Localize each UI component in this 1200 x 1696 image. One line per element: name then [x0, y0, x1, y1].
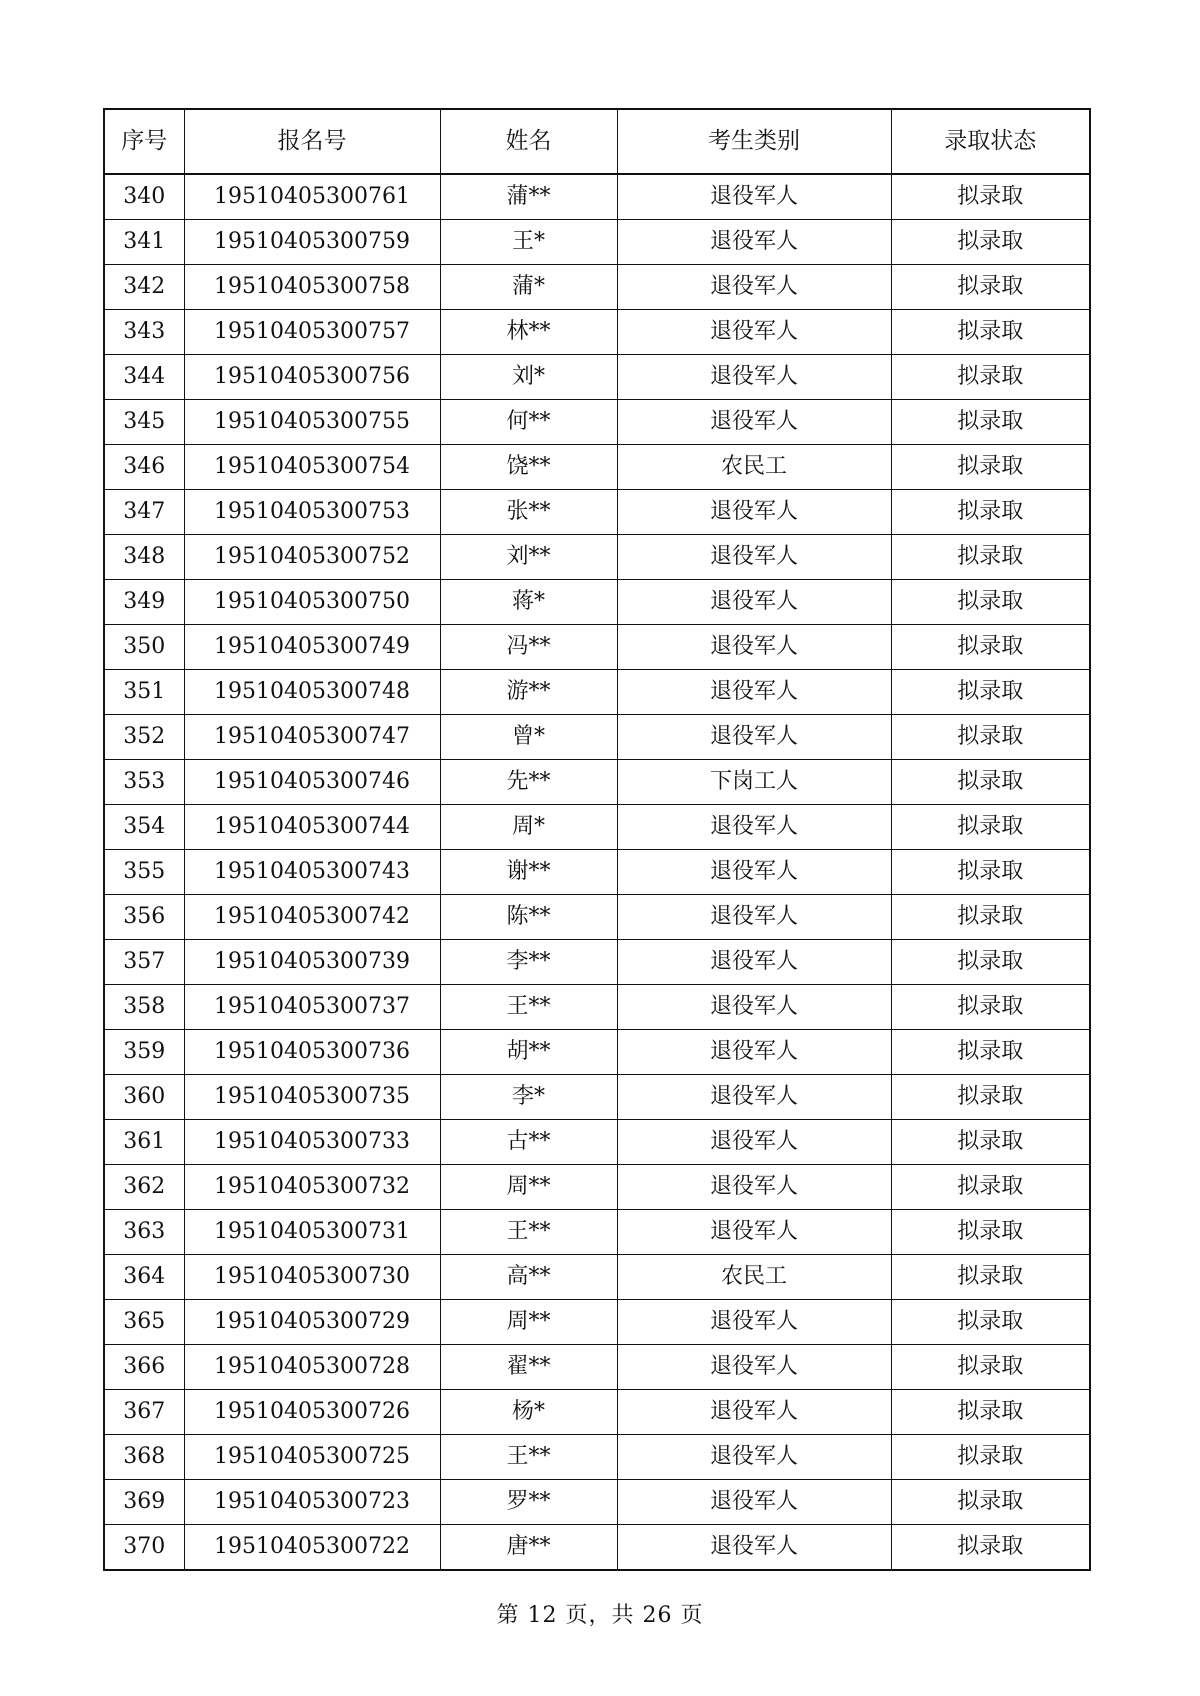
cell-category: 退役军人 [617, 895, 891, 940]
cell-category: 退役军人 [617, 1210, 891, 1255]
cell-category: 退役军人 [617, 1480, 891, 1525]
cell-status: 拟录取 [891, 670, 1090, 715]
cell-name: 罗** [440, 1480, 617, 1525]
cell-status: 拟录取 [891, 1075, 1090, 1120]
cell-category: 退役军人 [617, 1345, 891, 1390]
cell-name: 林** [440, 310, 617, 355]
cell-category: 退役军人 [617, 1300, 891, 1345]
cell-index: 366 [104, 1345, 184, 1390]
cell-status: 拟录取 [891, 985, 1090, 1030]
cell-index: 353 [104, 760, 184, 805]
cell-registration-number: 19510405300744 [184, 805, 440, 850]
cell-category: 退役军人 [617, 580, 891, 625]
cell-name: 杨* [440, 1390, 617, 1435]
table-row [104, 1165, 1090, 1210]
table-row [104, 310, 1090, 355]
cell-registration-number: 19510405300730 [184, 1255, 440, 1300]
table-row [104, 1390, 1090, 1435]
cell-category: 退役军人 [617, 1435, 891, 1480]
cell-name: 蒲** [440, 174, 617, 220]
cell-name: 曾* [440, 715, 617, 760]
cell-category: 退役军人 [617, 310, 891, 355]
cell-registration-number: 19510405300725 [184, 1435, 440, 1480]
cell-name: 古** [440, 1120, 617, 1165]
cell-index: 370 [104, 1525, 184, 1571]
cell-status: 拟录取 [891, 805, 1090, 850]
cell-name: 蒲* [440, 265, 617, 310]
cell-registration-number: 19510405300758 [184, 265, 440, 310]
cell-status: 拟录取 [891, 895, 1090, 940]
cell-category: 农民工 [617, 445, 891, 490]
header-name: 姓名 [440, 109, 617, 174]
cell-category: 退役军人 [617, 1165, 891, 1210]
table-body [104, 174, 1090, 1570]
table-row [104, 265, 1090, 310]
cell-name: 周** [440, 1165, 617, 1210]
cell-category: 退役军人 [617, 265, 891, 310]
cell-registration-number: 19510405300753 [184, 490, 440, 535]
cell-registration-number: 19510405300757 [184, 310, 440, 355]
cell-index: 354 [104, 805, 184, 850]
cell-registration-number: 19510405300750 [184, 580, 440, 625]
cell-status: 拟录取 [891, 1210, 1090, 1255]
cell-name: 谢** [440, 850, 617, 895]
cell-registration-number: 19510405300761 [184, 174, 440, 220]
cell-category: 退役军人 [617, 174, 891, 220]
cell-registration-number: 19510405300728 [184, 1345, 440, 1390]
cell-registration-number: 19510405300731 [184, 1210, 440, 1255]
table-row [104, 850, 1090, 895]
cell-name: 李** [440, 940, 617, 985]
table-row [104, 1030, 1090, 1075]
cell-index: 346 [104, 445, 184, 490]
table-row [104, 1210, 1090, 1255]
table-row [104, 805, 1090, 850]
cell-index: 348 [104, 535, 184, 580]
cell-status: 拟录取 [891, 1525, 1090, 1571]
table-row [104, 715, 1090, 760]
cell-status: 拟录取 [891, 850, 1090, 895]
cell-category: 退役军人 [617, 1525, 891, 1571]
cell-status: 拟录取 [891, 1165, 1090, 1210]
cell-index: 343 [104, 310, 184, 355]
cell-registration-number: 19510405300737 [184, 985, 440, 1030]
cell-name: 何** [440, 400, 617, 445]
cell-index: 365 [104, 1300, 184, 1345]
cell-registration-number: 19510405300759 [184, 220, 440, 265]
cell-category: 退役军人 [617, 355, 891, 400]
table-row [104, 940, 1090, 985]
cell-name: 王** [440, 985, 617, 1030]
cell-registration-number: 19510405300749 [184, 625, 440, 670]
cell-status: 拟录取 [891, 1030, 1090, 1075]
cell-index: 368 [104, 1435, 184, 1480]
cell-status: 拟录取 [891, 760, 1090, 805]
table-row [104, 220, 1090, 265]
cell-name: 先** [440, 760, 617, 805]
cell-category: 下岗工人 [617, 760, 891, 805]
cell-registration-number: 19510405300732 [184, 1165, 440, 1210]
cell-index: 342 [104, 265, 184, 310]
cell-registration-number: 19510405300747 [184, 715, 440, 760]
cell-category: 退役军人 [617, 400, 891, 445]
cell-status: 拟录取 [891, 1120, 1090, 1165]
cell-index: 358 [104, 985, 184, 1030]
cell-category: 退役军人 [617, 940, 891, 985]
cell-registration-number: 19510405300729 [184, 1300, 440, 1345]
table-header [104, 109, 1090, 174]
admission-table [103, 108, 1091, 1571]
cell-category: 退役军人 [617, 535, 891, 580]
cell-name: 王** [440, 1210, 617, 1255]
cell-status: 拟录取 [891, 220, 1090, 265]
table-row [104, 1075, 1090, 1120]
cell-status: 拟录取 [891, 940, 1090, 985]
cell-status: 拟录取 [891, 265, 1090, 310]
cell-status: 拟录取 [891, 625, 1090, 670]
table-row [104, 1345, 1090, 1390]
table-row [104, 174, 1090, 220]
table-row [104, 670, 1090, 715]
cell-index: 352 [104, 715, 184, 760]
cell-status: 拟录取 [891, 355, 1090, 400]
cell-status: 拟录取 [891, 1390, 1090, 1435]
cell-registration-number: 19510405300733 [184, 1120, 440, 1165]
cell-index: 351 [104, 670, 184, 715]
cell-registration-number: 19510405300755 [184, 400, 440, 445]
table-row [104, 1300, 1090, 1345]
cell-category: 退役军人 [617, 1030, 891, 1075]
table-row [104, 445, 1090, 490]
cell-registration-number: 19510405300736 [184, 1030, 440, 1075]
cell-registration-number: 19510405300746 [184, 760, 440, 805]
cell-index: 350 [104, 625, 184, 670]
cell-category: 退役军人 [617, 985, 891, 1030]
cell-registration-number: 19510405300742 [184, 895, 440, 940]
cell-name: 周** [440, 1300, 617, 1345]
cell-status: 拟录取 [891, 580, 1090, 625]
table-row [104, 760, 1090, 805]
cell-status: 拟录取 [891, 1480, 1090, 1525]
cell-index: 344 [104, 355, 184, 400]
cell-status: 拟录取 [891, 1255, 1090, 1300]
cell-index: 341 [104, 220, 184, 265]
cell-index: 362 [104, 1165, 184, 1210]
cell-name: 胡** [440, 1030, 617, 1075]
cell-name: 刘* [440, 355, 617, 400]
table-row [104, 895, 1090, 940]
cell-index: 356 [104, 895, 184, 940]
cell-category: 退役军人 [617, 490, 891, 535]
cell-status: 拟录取 [891, 174, 1090, 220]
cell-index: 355 [104, 850, 184, 895]
cell-name: 周* [440, 805, 617, 850]
cell-registration-number: 19510405300743 [184, 850, 440, 895]
cell-index: 363 [104, 1210, 184, 1255]
cell-name: 游** [440, 670, 617, 715]
cell-category: 退役军人 [617, 850, 891, 895]
cell-registration-number: 19510405300752 [184, 535, 440, 580]
cell-name: 王* [440, 220, 617, 265]
table-row [104, 400, 1090, 445]
cell-category: 农民工 [617, 1255, 891, 1300]
cell-name: 唐** [440, 1525, 617, 1571]
cell-index: 367 [104, 1390, 184, 1435]
cell-name: 蒋* [440, 580, 617, 625]
cell-category: 退役军人 [617, 670, 891, 715]
cell-name: 张** [440, 490, 617, 535]
cell-status: 拟录取 [891, 400, 1090, 445]
cell-name: 冯** [440, 625, 617, 670]
cell-index: 360 [104, 1075, 184, 1120]
cell-name: 王** [440, 1435, 617, 1480]
table-row [104, 535, 1090, 580]
table-row [104, 1255, 1090, 1300]
cell-index: 364 [104, 1255, 184, 1300]
cell-index: 340 [104, 174, 184, 220]
cell-registration-number: 19510405300756 [184, 355, 440, 400]
header-row [104, 109, 1090, 174]
cell-index: 369 [104, 1480, 184, 1525]
cell-index: 345 [104, 400, 184, 445]
page-number: 第 12 页，共 26 页 [496, 1603, 704, 1628]
cell-status: 拟录取 [891, 535, 1090, 580]
table-row [104, 1525, 1090, 1571]
cell-index: 361 [104, 1120, 184, 1165]
cell-status: 拟录取 [891, 1300, 1090, 1345]
cell-registration-number: 19510405300735 [184, 1075, 440, 1120]
table-row [104, 490, 1090, 535]
cell-status: 拟录取 [891, 310, 1090, 355]
cell-registration-number: 19510405300754 [184, 445, 440, 490]
cell-status: 拟录取 [891, 445, 1090, 490]
table-row [104, 1480, 1090, 1525]
cell-registration-number: 19510405300726 [184, 1390, 440, 1435]
cell-status: 拟录取 [891, 490, 1090, 535]
cell-status: 拟录取 [891, 715, 1090, 760]
cell-name: 李* [440, 1075, 617, 1120]
cell-category: 退役军人 [617, 715, 891, 760]
cell-registration-number: 19510405300723 [184, 1480, 440, 1525]
cell-status: 拟录取 [891, 1435, 1090, 1480]
cell-category: 退役军人 [617, 1075, 891, 1120]
cell-name: 高** [440, 1255, 617, 1300]
cell-category: 退役军人 [617, 1390, 891, 1435]
table-row [104, 625, 1090, 670]
table-row [104, 985, 1090, 1030]
table-row [104, 580, 1090, 625]
cell-index: 347 [104, 490, 184, 535]
header-status: 录取状态 [891, 109, 1090, 174]
cell-category: 退役军人 [617, 220, 891, 265]
cell-status: 拟录取 [891, 1345, 1090, 1390]
cell-category: 退役军人 [617, 1120, 891, 1165]
header-registration-number: 报名号 [184, 109, 440, 174]
cell-category: 退役军人 [617, 805, 891, 850]
cell-registration-number: 19510405300722 [184, 1525, 440, 1571]
cell-index: 357 [104, 940, 184, 985]
cell-category: 退役军人 [617, 625, 891, 670]
header-index: 序号 [104, 109, 184, 174]
cell-name: 饶** [440, 445, 617, 490]
table-row [104, 1120, 1090, 1165]
cell-name: 刘** [440, 535, 617, 580]
cell-name: 陈** [440, 895, 617, 940]
cell-name: 翟** [440, 1345, 617, 1390]
table-row [104, 355, 1090, 400]
cell-registration-number: 19510405300748 [184, 670, 440, 715]
header-category: 考生类别 [617, 109, 891, 174]
cell-index: 359 [104, 1030, 184, 1075]
cell-index: 349 [104, 580, 184, 625]
table-row [104, 1435, 1090, 1480]
cell-registration-number: 19510405300739 [184, 940, 440, 985]
